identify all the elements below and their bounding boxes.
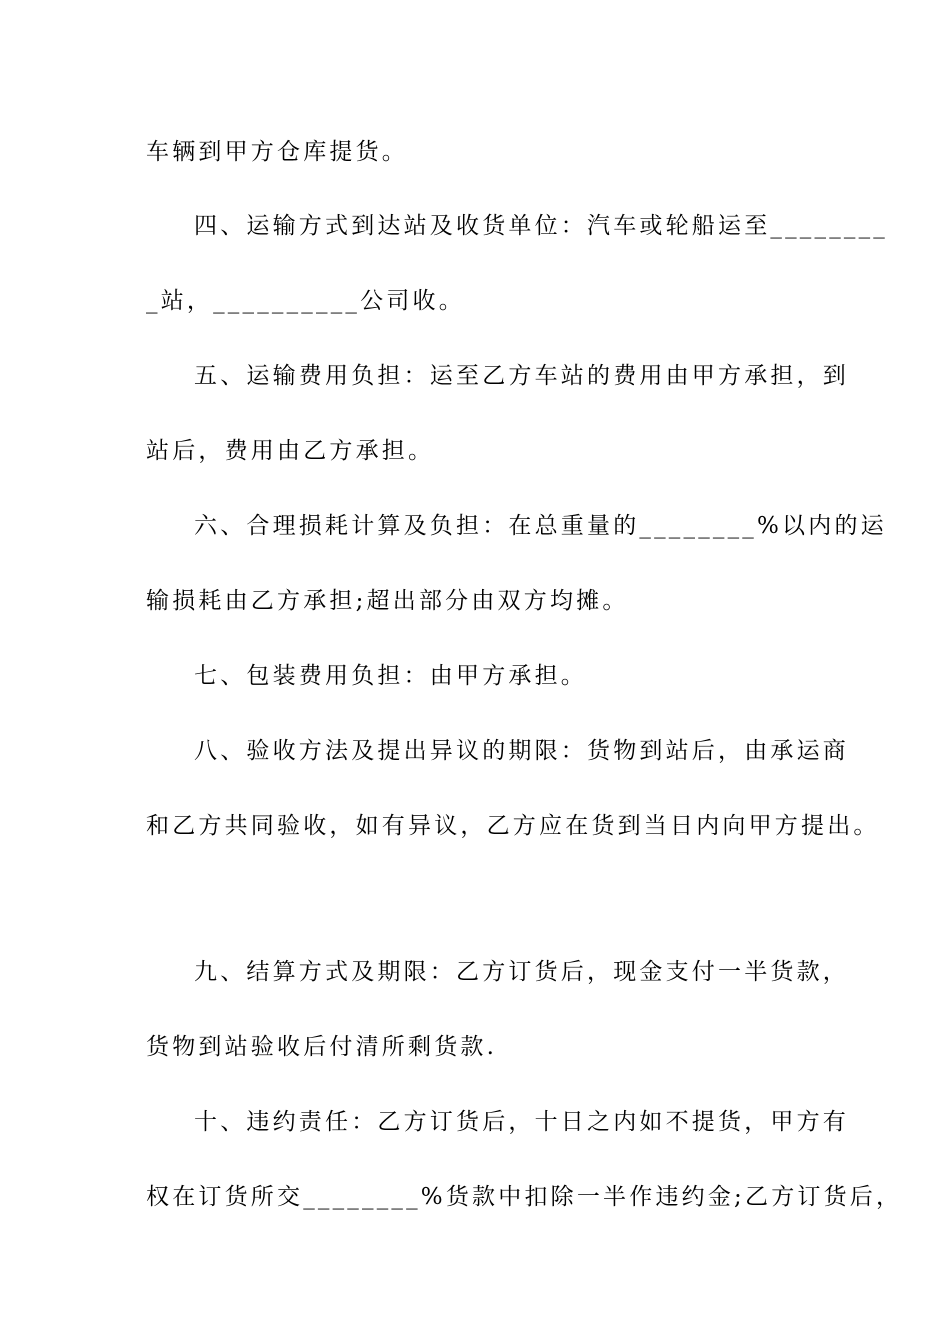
text-line: 输损耗由乙方承担;超出部分由双方均摊。 [146,588,629,614]
clause-8-line: 八、验收方法及提出异议的期限：货物到站后，由承运商 [194,738,849,764]
clause-6-line: 六、合理损耗计算及负担：在总重量的________%以内的运 [194,513,887,539]
clause-10-line: 十、违约责任：乙方订货后，十日之内如不提货，甲方有 [194,1109,849,1135]
clause-7-line: 七、包装费用负担：由甲方承担。 [194,663,587,689]
clause-9-line: 九、结算方式及期限：乙方订货后，现金支付一半货款， [194,959,849,985]
text-line: 权在订货所交________%货款中扣除一半作违约金;乙方订货后， [146,1184,903,1210]
text-line: 车辆到甲方仓库提货。 [146,139,408,165]
text-line: _站，__________公司收。 [146,288,465,314]
text-line: 站后，费用由乙方承担。 [146,438,435,464]
text-line: 和乙方共同验收，如有异议，乙方应在货到当日内向甲方提出。 [146,813,880,839]
text-line: 货物到站验收后付清所剩货款. [146,1034,498,1060]
clause-4-line: 四、运输方式到达站及收货单位：汽车或轮船运至________ [194,213,888,239]
clause-5-line: 五、运输费用负担：运至乙方车站的费用由甲方承担，到 [194,363,849,389]
